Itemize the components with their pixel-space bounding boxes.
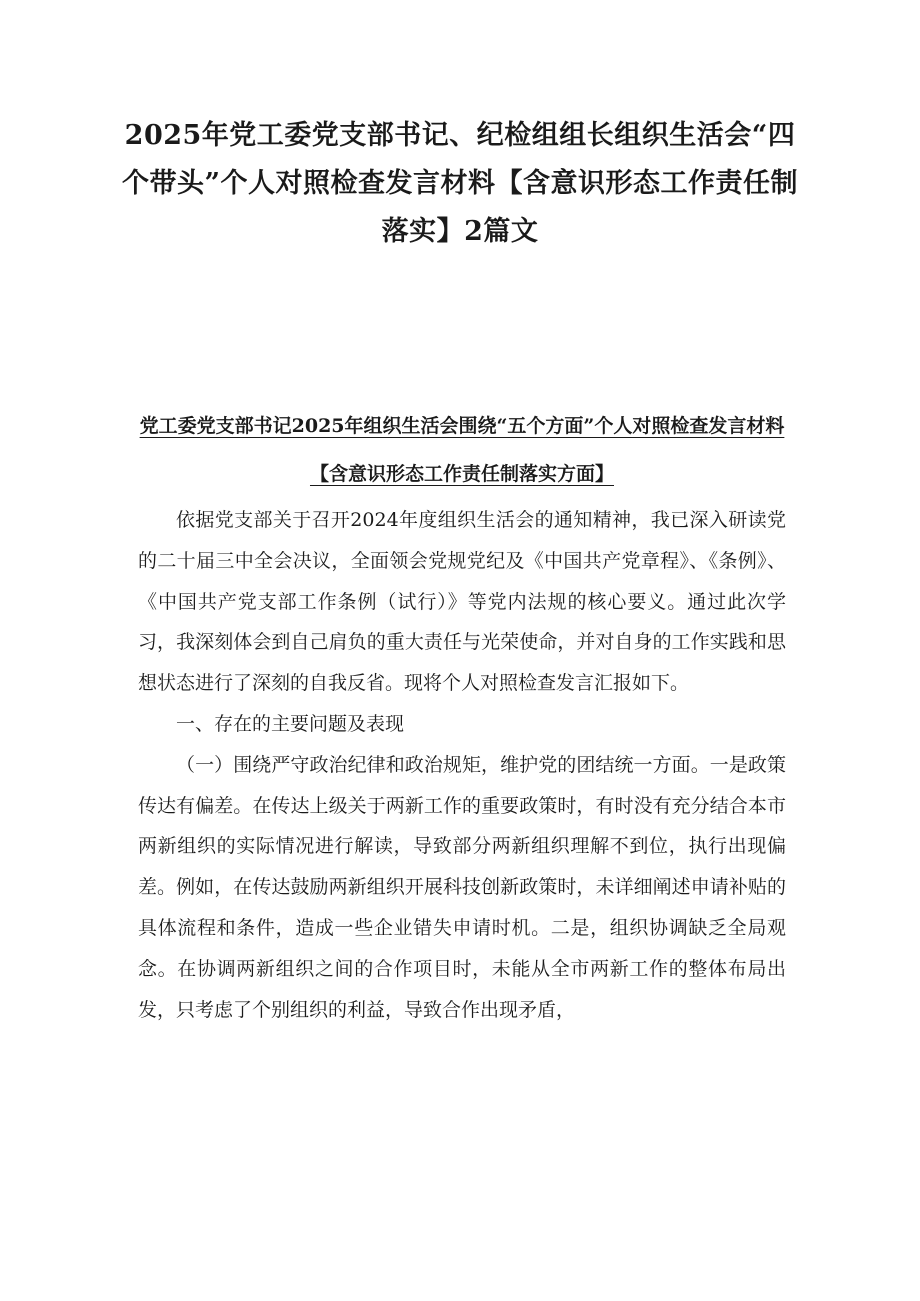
body-paragraph: （一）围绕严守政治纪律和政治规矩，维护党的团结统一方面。一是政策传达有偏差。在传达上级关于两新工作的重要政策时，有时没有充分结合本市两新组织的实际情况进行解读，导致部分两新组织理解不到位，执行出现偏差。例如，在传达鼓励两新组织开展科技创新政策时，未详细阐述申请补贴的具体流程和条件，造成一些企业错失申请时机。二是，组织协调缺乏全局观念。在协调两新组织之间的合作项目时，未能从全市两新工作的整体布局出发，只考虑了个别组织的利益，导致合作出现矛盾， xyxy=(138,753,786,1021)
section-subtitle: 党工委党支部书记2025年组织生活会围绕“五个方面”个人对照检查发言材料【含意识形态工作责任制落实方面】 xyxy=(139,415,785,485)
document-body xyxy=(138,500,786,1030)
section-heading: 一、存在的主要问题及表现 xyxy=(176,712,405,735)
intro-paragraph: 依据党支部关于召开2024年度组织生活会的通知精神，我已深入研读党的二十届三中全会决议，全面领会党规党纪及《中国共产党章程》、《条例》、《中国共产党支部工作条例（试行）》等党内法规的核心要义。通过此次学习，我深刻体会到自己肩负的重大责任与光荣使命，并对自身的工作实践和思想状态进行了深刻的自我反省。现将个人对照检查发言汇报如下。 xyxy=(138,509,786,695)
document-title: 2025年党工委党支部书记、纪检组组长组织生活会“四个带头”个人对照检查发言材料【含意识形态工作责任制落实】2篇文 xyxy=(121,120,799,247)
